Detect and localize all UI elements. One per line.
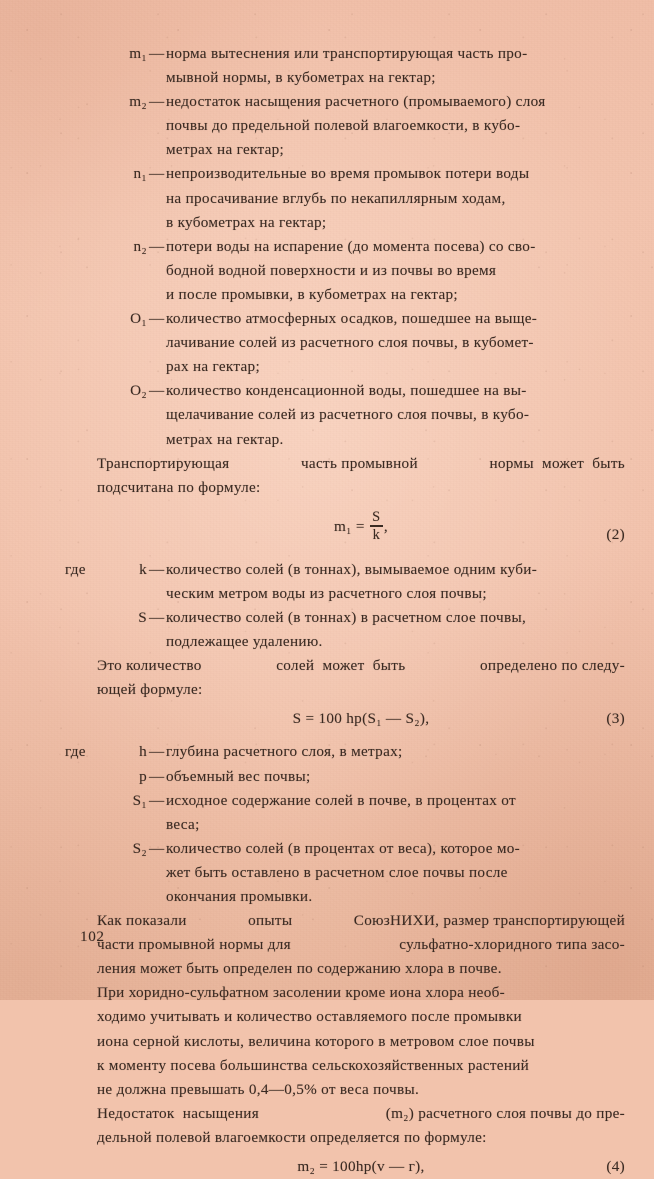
text-line: потери воды на испарение (до момента посева) со сво- bbox=[166, 237, 536, 255]
equation-number: (4) bbox=[606, 1158, 625, 1176]
text-segment: Недостаток насыщения bbox=[97, 1104, 259, 1122]
text-segment: солей может быть bbox=[276, 657, 406, 675]
definition-item bbox=[97, 235, 625, 307]
text-line: непроизводительные во время промывок потери воды bbox=[166, 165, 530, 183]
equation-3: S = 100 hp(S₁ — S₂), bbox=[292, 710, 430, 728]
fraction bbox=[370, 510, 383, 543]
definition-item bbox=[97, 606, 625, 654]
text-segment: СоюзНИХИ, размер транспортирующей bbox=[353, 912, 625, 930]
definition-symbol: S₂ bbox=[132, 839, 147, 857]
gde-label: где bbox=[65, 560, 86, 578]
text-line: метрах на гектар; bbox=[166, 141, 285, 159]
text-line: окончания промывки. bbox=[166, 888, 313, 905]
definition-text bbox=[166, 606, 625, 654]
paragraph-chloride-sulfate bbox=[97, 981, 625, 1101]
text-line: жет быть оставлено в расчетном слое почвы после bbox=[166, 863, 508, 881]
equation-2 bbox=[97, 508, 625, 544]
text-line bbox=[97, 654, 625, 678]
text-line: ления может быть определен по содержанию хлора в почве. bbox=[97, 960, 502, 978]
text-segment: сульфатно-хлоридного типа засо- bbox=[399, 936, 625, 954]
text-line: При хоридно-сульфатном засолении кроме иона хлора необ- bbox=[97, 984, 506, 1002]
definition-dash: — bbox=[149, 839, 165, 857]
definition-dash: — bbox=[149, 310, 165, 328]
definition-symbol: p bbox=[139, 767, 147, 785]
definition-symbol: h bbox=[139, 743, 147, 761]
definition-item bbox=[97, 765, 625, 789]
text-line: ческим метром воды из расчетного слоя почвы; bbox=[166, 584, 487, 602]
fraction-denominator: k bbox=[372, 526, 381, 543]
fraction-numerator: S bbox=[372, 508, 381, 525]
text-line: почвы до предельной полевой влагоемкости, в кубо- bbox=[166, 117, 521, 135]
equation-4: m₂ = 100hp(v — г), bbox=[297, 1158, 425, 1176]
text-line: подлежащее удалению. bbox=[166, 633, 323, 651]
text-line: щелачивание солей из расчетного слоя почвы, в кубо- bbox=[166, 406, 530, 424]
definition-dash: — bbox=[149, 93, 165, 111]
definition-text bbox=[166, 42, 625, 90]
equation-lhs: m₁ = bbox=[334, 517, 365, 535]
text-line: и после промывки, в кубометрах на гектар; bbox=[166, 285, 458, 303]
definition-text bbox=[166, 307, 625, 379]
definition-list-variables bbox=[97, 42, 625, 452]
text-segment: Транспортирующая bbox=[97, 454, 230, 472]
definition-text bbox=[166, 162, 625, 234]
definition-dash: — bbox=[149, 382, 165, 400]
definition-text bbox=[166, 740, 625, 764]
equation-3-row bbox=[97, 707, 625, 731]
definition-item bbox=[65, 558, 625, 606]
definition-symbol: O₁ bbox=[130, 310, 147, 328]
definition-item bbox=[97, 789, 625, 837]
text-line: объемный вес почвы; bbox=[166, 767, 311, 785]
text-line: метрах на гектар. bbox=[166, 430, 284, 448]
text-line: ходимо учитывать и количество оставляемого после промывки bbox=[97, 1008, 522, 1026]
vertical-spacer bbox=[97, 731, 625, 740]
definition-item bbox=[97, 42, 625, 90]
definition-item bbox=[97, 90, 625, 162]
definition-dash: — bbox=[149, 608, 165, 626]
definition-text bbox=[166, 789, 625, 837]
text-segment: часть промывной bbox=[300, 454, 418, 472]
definition-dash: — bbox=[149, 767, 165, 785]
text-line: подсчитана по формуле: bbox=[97, 478, 261, 496]
equation-number: (2) bbox=[606, 525, 625, 543]
text-line: на просачивание вглубь по некапиллярным ходам, bbox=[166, 189, 506, 207]
text-line: норма вытеснения или транспортирующая часть про- bbox=[166, 45, 528, 62]
definition-item bbox=[65, 740, 625, 764]
equation-2-row bbox=[97, 505, 625, 553]
definition-text bbox=[166, 558, 625, 606]
definition-dash: — bbox=[149, 45, 165, 62]
text-segment: нормы может быть bbox=[489, 454, 625, 472]
text-line: в кубометрах на гектар; bbox=[166, 213, 327, 231]
text-segment: части промывной нормы для bbox=[97, 936, 291, 954]
definition-text bbox=[166, 90, 625, 162]
definition-dash: — bbox=[149, 743, 165, 761]
text-line: не должна превышать 0,4—0,5% от веса почвы. bbox=[97, 1080, 420, 1098]
text-line: к моменту посева большинства сельскохозяйственных растений bbox=[97, 1056, 530, 1074]
text-segment: (m₂) расчетного слоя почвы до пре- bbox=[385, 1104, 625, 1122]
text-line bbox=[97, 452, 625, 476]
definition-item bbox=[97, 379, 625, 451]
definition-symbol: m₁ bbox=[129, 45, 147, 62]
text-segment: определено по следу- bbox=[479, 657, 625, 675]
text-line: количество конденсационной воды, пошедшее на вы- bbox=[166, 382, 527, 400]
text-segment: Как показали bbox=[97, 912, 187, 930]
text-line: рах на гектар; bbox=[166, 358, 260, 376]
text-line bbox=[97, 1102, 625, 1126]
text-line: дельной полевой влагоемкости определяется по формуле: bbox=[97, 1128, 487, 1146]
text-segment: Это количество bbox=[97, 657, 202, 675]
text-line: глубина расчетного слоя, в метрах; bbox=[166, 743, 403, 761]
text-line: мывной нормы, в кубометрах на гектар; bbox=[166, 69, 436, 87]
text-line: количество солей (в процентах от веса), которое мо- bbox=[166, 839, 521, 857]
definition-symbol: k bbox=[139, 560, 147, 578]
gde-label: где bbox=[65, 743, 86, 761]
text-line bbox=[97, 909, 625, 933]
definition-item bbox=[97, 837, 625, 909]
definition-symbol: S₁ bbox=[132, 791, 147, 809]
definition-text bbox=[166, 235, 625, 307]
definition-item bbox=[97, 162, 625, 234]
paragraph-soyuznihi bbox=[97, 909, 625, 981]
equation-trailing-punctuation: , bbox=[383, 517, 388, 535]
definition-text bbox=[166, 765, 625, 789]
equation-number: (3) bbox=[606, 710, 625, 728]
text-line: ющей формуле: bbox=[97, 681, 203, 699]
paragraph-quantity-salts bbox=[97, 654, 625, 702]
paragraph-transporting-part bbox=[97, 452, 625, 500]
paragraph-saturation-deficit bbox=[97, 1102, 625, 1150]
definition-symbol: n₂ bbox=[133, 237, 147, 255]
text-line: бодной водной поверхности и из почвы во время bbox=[166, 261, 497, 279]
text-line: исходное содержание солей в почве, в процентах от bbox=[166, 791, 516, 809]
definition-dash: — bbox=[149, 560, 165, 578]
definition-text bbox=[166, 837, 625, 909]
equation-4-row bbox=[97, 1155, 625, 1179]
definition-symbol: O₂ bbox=[130, 382, 147, 400]
page-number: 102 bbox=[80, 928, 105, 945]
definition-dash: — bbox=[149, 165, 165, 183]
definition-text bbox=[166, 379, 625, 451]
text-line: лачивание солей из расчетного слоя почвы, в кубомет- bbox=[166, 334, 534, 352]
text-line: иона серной кислоты, величина которого в метровом слое почвы bbox=[97, 1032, 535, 1050]
text-line: веса; bbox=[166, 815, 200, 833]
text-line: количество солей (в тоннах) в расчетном слое почвы, bbox=[166, 608, 527, 626]
definition-list-h-p-s1-s2 bbox=[65, 740, 625, 909]
text-line: количество атмосферных осадков, пошедшее на выще- bbox=[166, 310, 538, 328]
text-line: количество солей (в тоннах), вымываемое одним куби- bbox=[166, 560, 538, 578]
definition-dash: — bbox=[149, 791, 165, 809]
definition-symbol: n₁ bbox=[133, 165, 147, 183]
definition-symbol: S bbox=[138, 608, 147, 626]
definition-dash: — bbox=[149, 237, 165, 255]
definition-item bbox=[97, 307, 625, 379]
text-line: недостаток насыщения расчетного (промываемого) слоя bbox=[166, 93, 546, 111]
definition-symbol: m₂ bbox=[129, 93, 147, 111]
definition-list-k-s bbox=[65, 558, 625, 654]
text-line bbox=[97, 933, 625, 957]
text-segment: опыты bbox=[248, 912, 293, 930]
